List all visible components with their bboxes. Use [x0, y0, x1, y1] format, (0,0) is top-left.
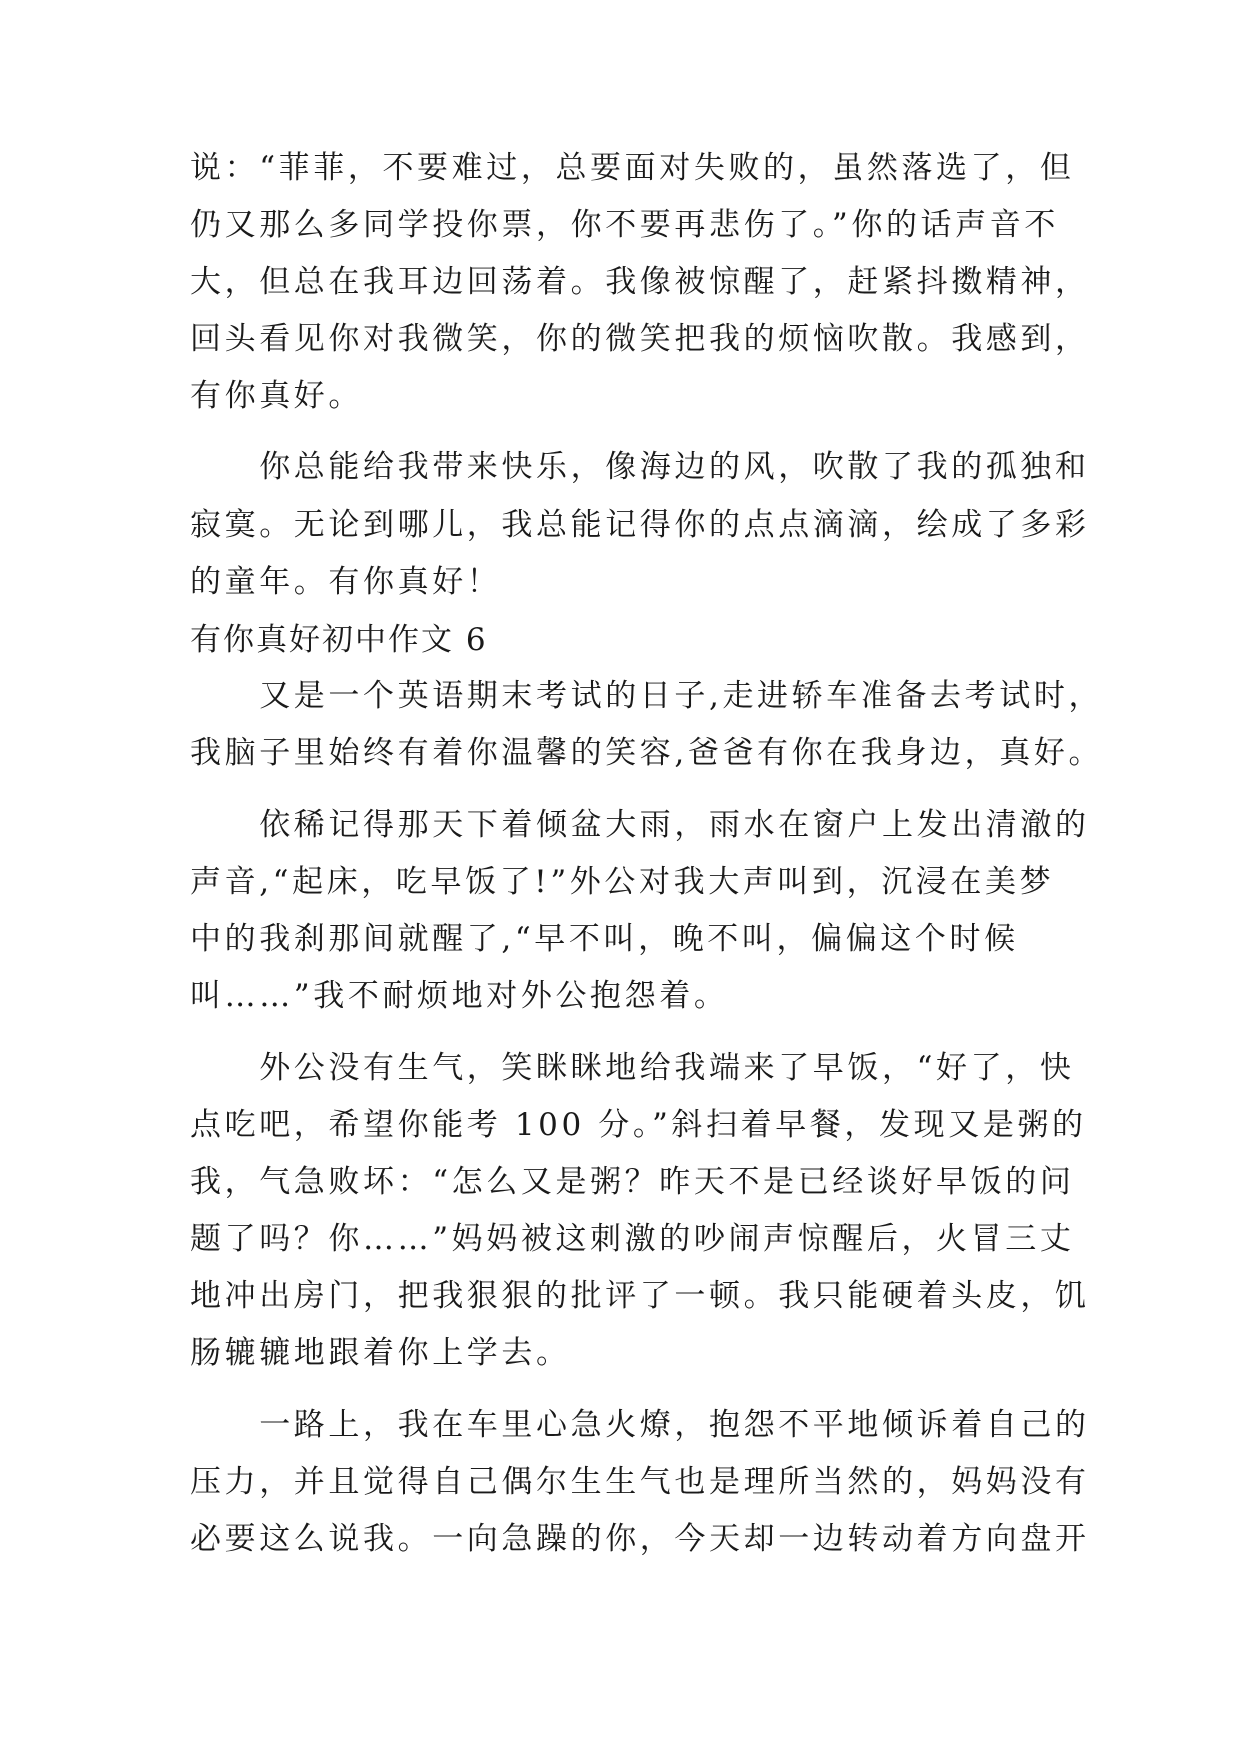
section-heading: 有你真好初中作文 6 — [190, 622, 488, 658]
text-line: 一路上，我在车里心急火燎，抱怨不平地倾诉着自己的 — [190, 1407, 1090, 1443]
text-line: 回头看见你对我微笑，你的微笑把我的烦恼吹散。我感到， — [190, 321, 1090, 357]
text-line: 的童年。有你真好！ — [190, 564, 502, 600]
text-line: 仍又那么多同学投你票，你不要再悲伤了。”你的话声音不 — [190, 207, 1059, 243]
text-line: 我，气急败坏：“怎么又是粥？昨天不是已经谈好早饭的问 — [190, 1164, 1075, 1200]
text-line: 我脑子里始终有着你温馨的笑容,爸爸有你在我身边，真好。 — [190, 735, 1104, 771]
text-line: 寂寞。无论到哪儿，我总能记得你的点点滴滴，绘成了多彩 — [190, 507, 1090, 543]
text-line: 压力，并且觉得自己偶尔生生气也是理所当然的，妈妈没有 — [190, 1464, 1090, 1500]
text-line: 声音,“起床，吃早饭了!”外公对我大声叫到，沉浸在美梦 — [190, 864, 1055, 900]
text-line: 外公没有生气，笑眯眯地给我端来了早饭，“好了，快 — [190, 1050, 1075, 1086]
text-line: 地冲出房门，把我狠狠的批评了一顿。我只能硬着头皮，饥 — [190, 1278, 1090, 1314]
text-line: 依稀记得那天下着倾盆大雨，雨水在窗户上发出清澈的 — [190, 807, 1090, 843]
text-line: 大，但总在我耳边回荡着。我像被惊醒了，赶紧抖擞精神， — [190, 264, 1090, 300]
text-line: 叫……”我不耐烦地对外公抱怨着。 — [190, 978, 729, 1014]
text-line: 又是一个英语期末考试的日子,走进轿车准备去考试时， — [190, 678, 1104, 714]
text-line: 你总能给我带来快乐，像海边的风，吹散了我的孤独和 — [190, 449, 1090, 485]
text-line: 肠辘辘地跟着你上学去。 — [190, 1335, 571, 1371]
text-line: 必要这么说我。一向急躁的你，今天却一边转动着方向盘开 — [190, 1521, 1090, 1557]
text-line: 点吃吧，希望你能考 100 分。”斜扫着早餐，发现又是粥的 — [190, 1107, 1087, 1143]
text-line: 中的我刹那间就醒了,“早不叫，晚不叫，偏偏这个时候 — [190, 921, 1019, 957]
text-line: 有你真好。 — [190, 378, 363, 414]
text-line: 题了吗？你……”妈妈被这刺激的吵闹声惊醒后，火冒三丈 — [190, 1221, 1075, 1257]
text-line: 说：“菲菲，不要难过，总要面对失败的，虽然落选了，但 — [190, 150, 1075, 186]
